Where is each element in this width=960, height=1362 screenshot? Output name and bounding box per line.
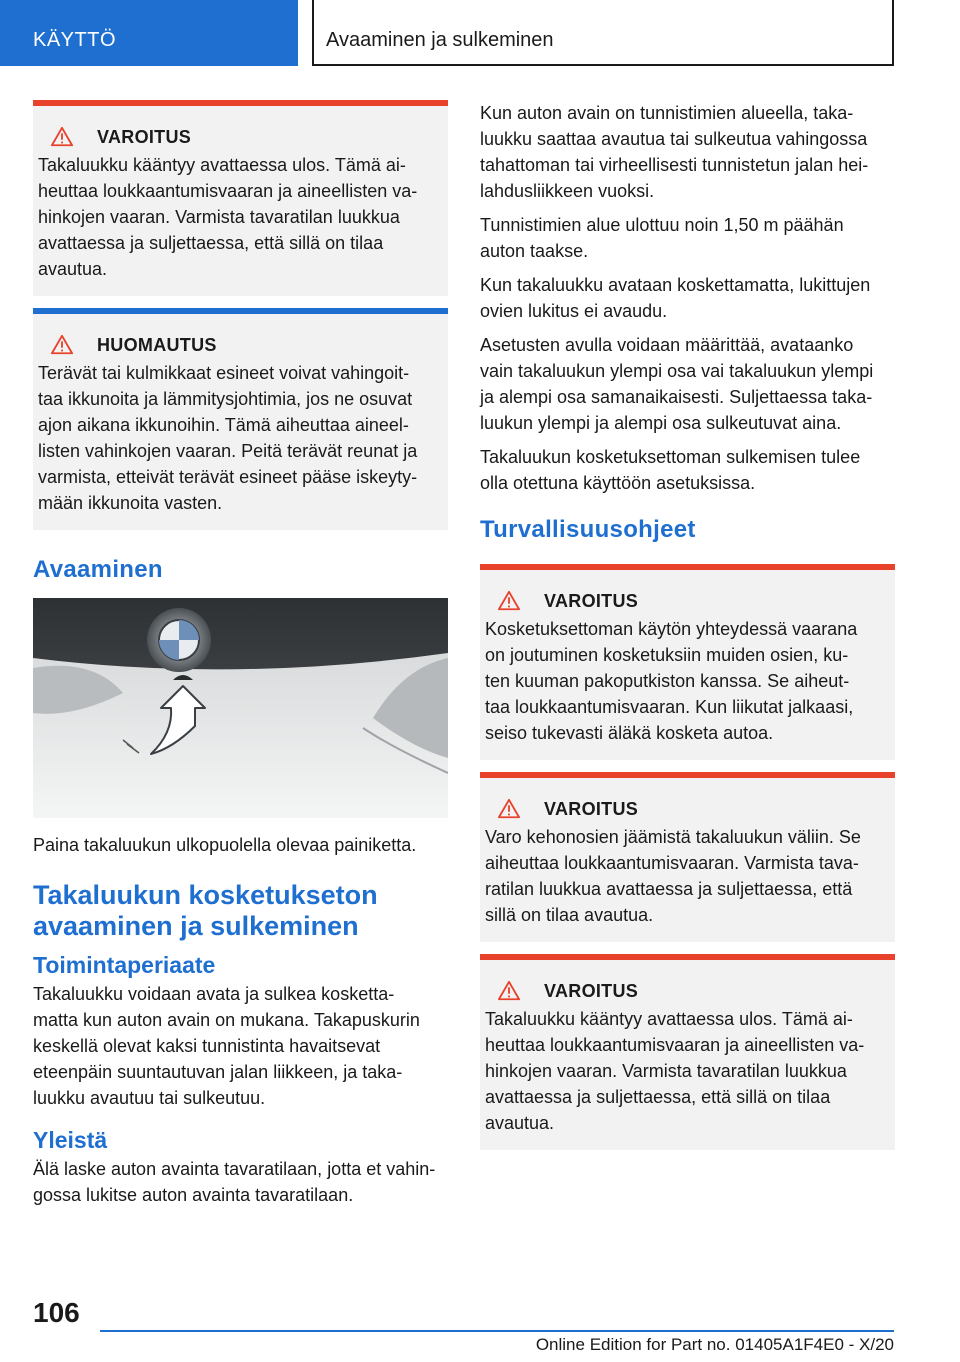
left-column [33, 100, 448, 1216]
right-para-5: Takaluukun kosketuksettoman sulkemisen tulee olla otettuna käyttöön asetuksissa. [480, 447, 861, 493]
warning-box-1-text: Takaluukku kääntyy avattaessa ulos. Tämä ai- heuttaa loukkaantumisvaaran ja aineellisten va- hinkojen vaaran. Varmista tavaratilan luukkua avattaessa ja suljettaessa, että sillä on tilaa avautua. [38, 155, 418, 279]
warning-box-3 [480, 564, 895, 760]
warning-triangle-icon [51, 334, 73, 356]
heading-general: Yleistä [33, 1127, 108, 1153]
warning-triangle-icon [51, 126, 73, 148]
heading-principle: Toimintaperiaate [33, 952, 216, 978]
warning-box-4-text: Varo kehonosien jäämistä takaluukun väliin. Se aiheuttaa loukkaantumisvaaran. Varmista tava- ratilan luukkua avattaessa ja suljettaessa, että sillä on tilaa avautua. [485, 827, 861, 925]
warning-triangle-icon [498, 590, 520, 612]
right-para-2: Tunnistimien alue ulottuu noin 1,50 m päähän auton taakse. [480, 215, 844, 261]
notice-box-text: Terävät tai kulmikkaat esineet voivat vahingoit- taa ikkunoita ja lämmitysjohtimia, jos ne osuvat ajon aikana ikkunoihin. Tämä aiheuttaa aineel- listen vahinkojen vaaran. Peitä terävät reunat ja varmista, etteivät terävät esineet pääse iskeyty- mään ikkunoita vasten. [38, 363, 418, 513]
page-number: 106 [33, 1297, 80, 1328]
warning-box-3-text: Kosketuksettoman käytön yhteydessä vaarana on joutuminen kosketuksiin muiden osien, ku- ten kuuman pakoputkiston kanssa. Se aiheut- taa loukkaantumisvaaran. Kun liikutat jalkaasi, seiso tukevasti äläkä kosketa autoa. [485, 619, 858, 743]
heading-opening: Avaaminen [33, 556, 163, 583]
warning-box-5 [480, 954, 895, 1150]
warning-box-1 [33, 100, 448, 296]
warning-box-4-header [485, 796, 889, 822]
warning-box-4-title: VAROITUS [544, 798, 639, 819]
warning-box-1-title: VAROITUS [97, 126, 192, 147]
warning-triangle-icon [498, 980, 520, 1002]
warning-box-3-header [485, 588, 889, 614]
general-text: Älä laske auton avainta tavaratilaan, jotta et vahin- gossa lukitse auton avainta tavaratilaan. [33, 1159, 436, 1205]
photo-caption: Paina takaluukun ulkopuolella olevaa painiketta. [33, 835, 417, 855]
heading-contactless: Takaluukun kosketukseton avaaminen ja sulkeminen [33, 880, 378, 941]
chapter-title: Avaaminen ja sulkeminen [326, 29, 554, 51]
notice-box-header [38, 332, 442, 358]
right-para-1: Kun auton avain on tunnistimien alueella, taka- luukku saattaa avautua tai sulkeutua vahingossa tahattoman tai virheellisesti tunnistetun jalan hei- lahdusliikkeen vuoksi. [480, 103, 869, 201]
warning-box-5-title: VAROITUS [544, 980, 639, 1001]
right-column [480, 100, 895, 1162]
right-para-4: Asetusten avulla voidaan määrittää, avataanko vain takaluukun ylempi osa vai takaluukun ylempi ja alempi osa samanaikaisesti. Suljettaessa taka- luukun ylempi ja alempi osa sulkeutuvat aina. [480, 335, 874, 433]
principle-text: Takaluukku voidaan avata ja sulkea kosketta- matta kun auton avain on mukana. Takapuskurin keskellä olevat kaksi tunnistinta havaitsevat eteenpäin suuntautuvan jalan liikkeen, ja taka- luukku avautuu tai sulkeutuu. [33, 984, 420, 1108]
chapter-header [312, 0, 894, 66]
warning-box-4 [480, 772, 895, 942]
footer-edition: Online Edition for Part no. 01405A1F4E0 - X/20 [535, 1335, 894, 1354]
warning-box-3-title: VAROITUS [544, 590, 639, 611]
notice-box-title: HUOMAUTUS [97, 334, 217, 355]
tailgate-button-photo [33, 598, 448, 818]
heading-safety: Turvallisuusohjeet [480, 516, 696, 543]
right-para-3: Kun takaluukku avataan koskettamatta, lukittujen ovien lukitus ei avaudu. [480, 275, 871, 321]
warning-box-5-header [485, 978, 889, 1004]
notice-box [33, 308, 448, 530]
section-title: KÄYTTÖ [33, 29, 117, 51]
warning-box-5-text: Takaluukku kääntyy avattaessa ulos. Tämä ai- heuttaa loukkaantumisvaaran ja aineellisten va- hinkojen vaaran. Varmista tavaratilan luukkua avattaessa ja suljettaessa, että sillä on tilaa avautua. [485, 1009, 865, 1133]
warning-box-1-header [38, 124, 442, 150]
warning-triangle-icon [498, 798, 520, 820]
section-tab [0, 0, 298, 66]
footer-divider [100, 1330, 894, 1332]
